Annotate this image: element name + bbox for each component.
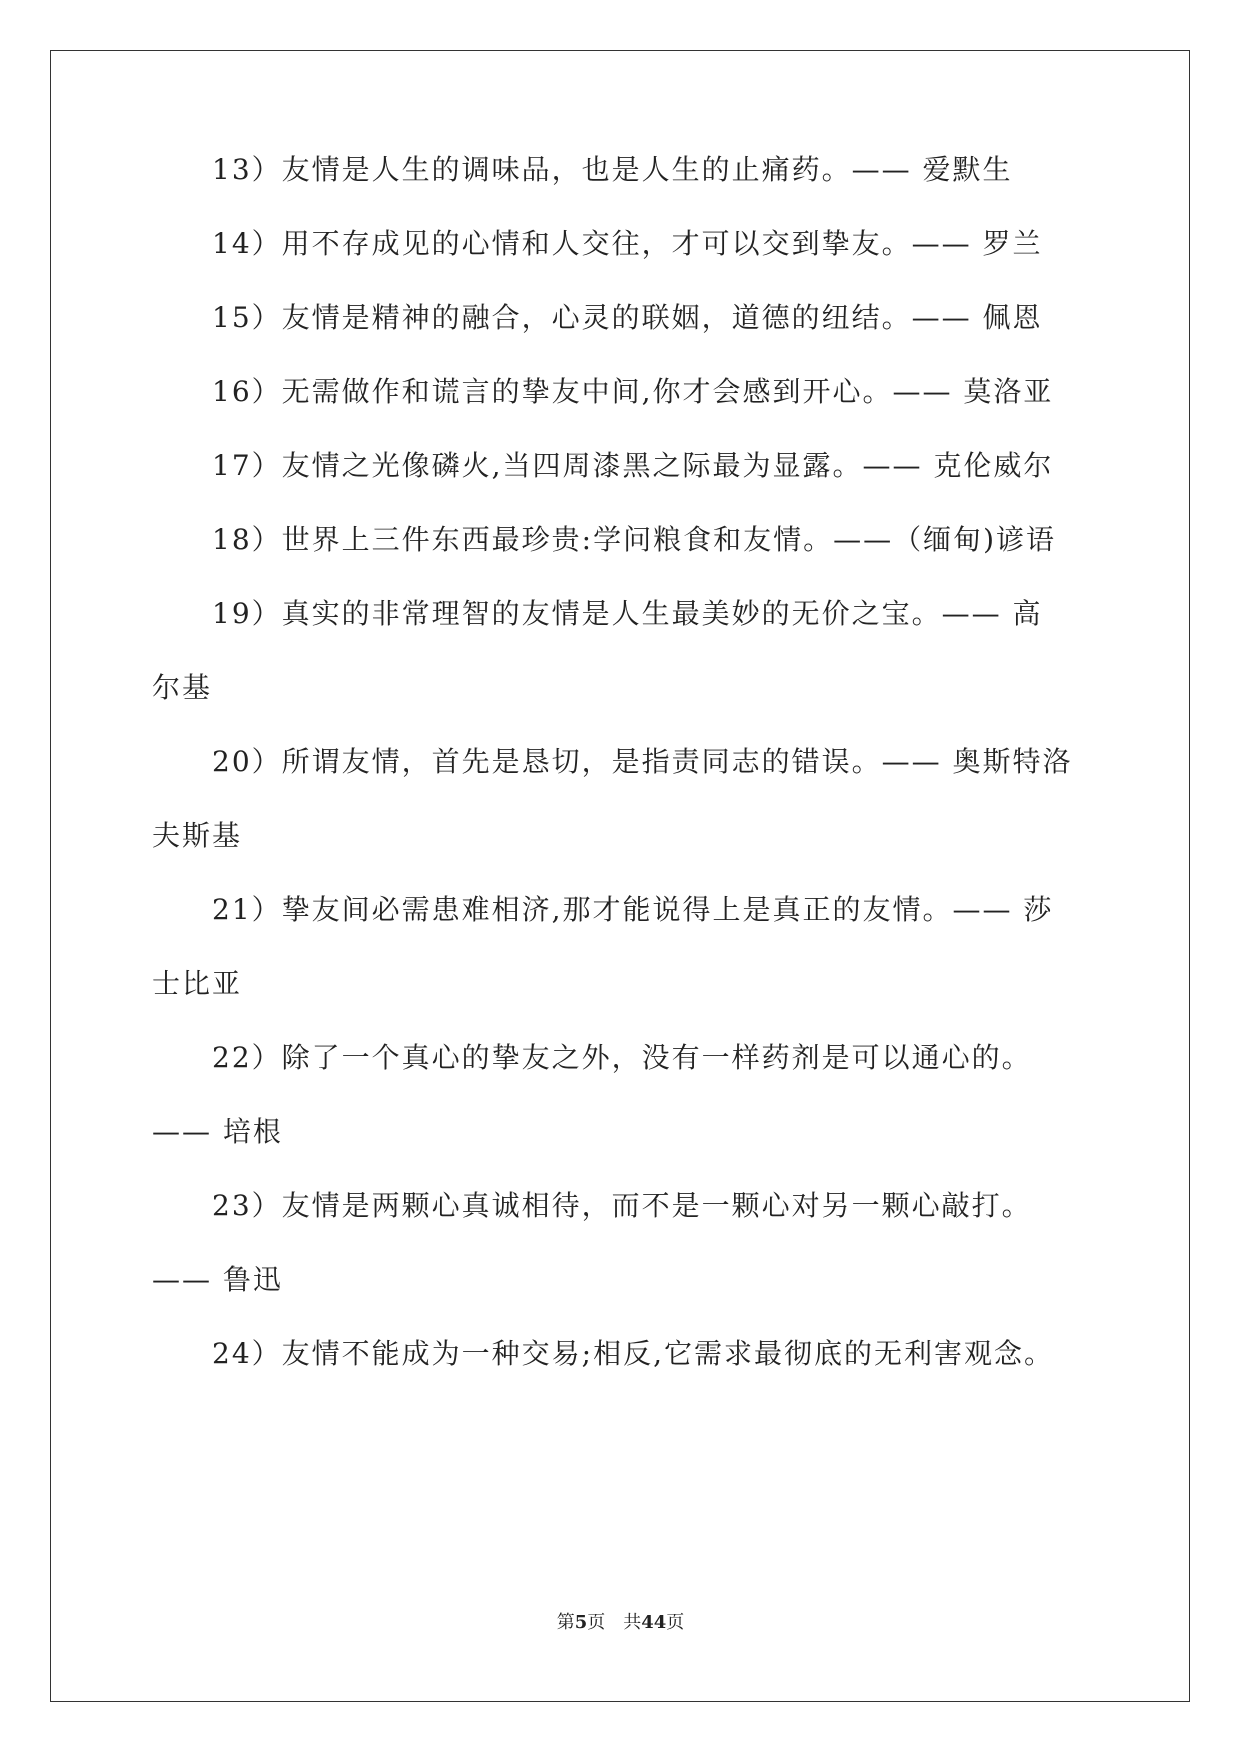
quote-line-continuation: 夫斯基: [152, 819, 243, 852]
quote-line: 14）用不存成见的心情和人交往，才可以交到挚友。—— 罗兰: [212, 227, 1043, 260]
quote-line: 19）真实的非常理智的友情是人生最美妙的无价之宝。—— 高: [212, 597, 1043, 630]
footer-suffix: 页: [666, 1612, 685, 1633]
quote-line: 16）无需做作和谎言的挚友中间,你才会感到开心。—— 莫洛亚: [212, 375, 1054, 408]
quote-line-continuation: —— 鲁迅: [152, 1263, 283, 1296]
footer-prefix: 第: [556, 1612, 575, 1633]
page-footer: [0, 1611, 1241, 1635]
quote-line: 21）挚友间必需患难相济,那才能说得上是真正的友情。—— 莎: [212, 893, 1054, 926]
quote-line: 15）友情是精神的融合，心灵的联姻，道德的纽结。—— 佩恩: [212, 301, 1043, 334]
quote-line-continuation: 士比亚: [152, 967, 243, 1000]
quote-line: 13）友情是人生的调味品，也是人生的止痛药。—— 爱默生: [212, 153, 1013, 186]
quote-line: 23）友情是两颗心真诚相待，而不是一颗心对另一颗心敲打。: [212, 1189, 1032, 1222]
quote-line: 24）友情不能成为一种交易;相反,它需求最彻底的无利害观念。: [212, 1337, 1054, 1370]
quote-line-continuation: —— 培根: [152, 1115, 283, 1148]
footer-page-number: 5: [574, 1612, 588, 1633]
footer-total-pages: 44: [641, 1612, 667, 1633]
quote-line: 22）除了一个真心的挚友之外，没有一样药剂是可以通心的。: [212, 1041, 1032, 1074]
quote-line: 20）所谓友情，首先是恳切，是指责同志的错误。—— 奥斯特洛: [212, 745, 1073, 778]
quote-line-continuation: 尔基: [152, 671, 213, 704]
quote-line: 17）友情之光像磷火,当四周漆黑之际最为显露。—— 克伦威尔: [212, 449, 1054, 482]
quote-line: 18）世界上三件东西最珍贵:学问粮食和友情。——（缅甸)谚语: [212, 523, 1056, 556]
footer-mid: 页 共: [587, 1612, 642, 1633]
